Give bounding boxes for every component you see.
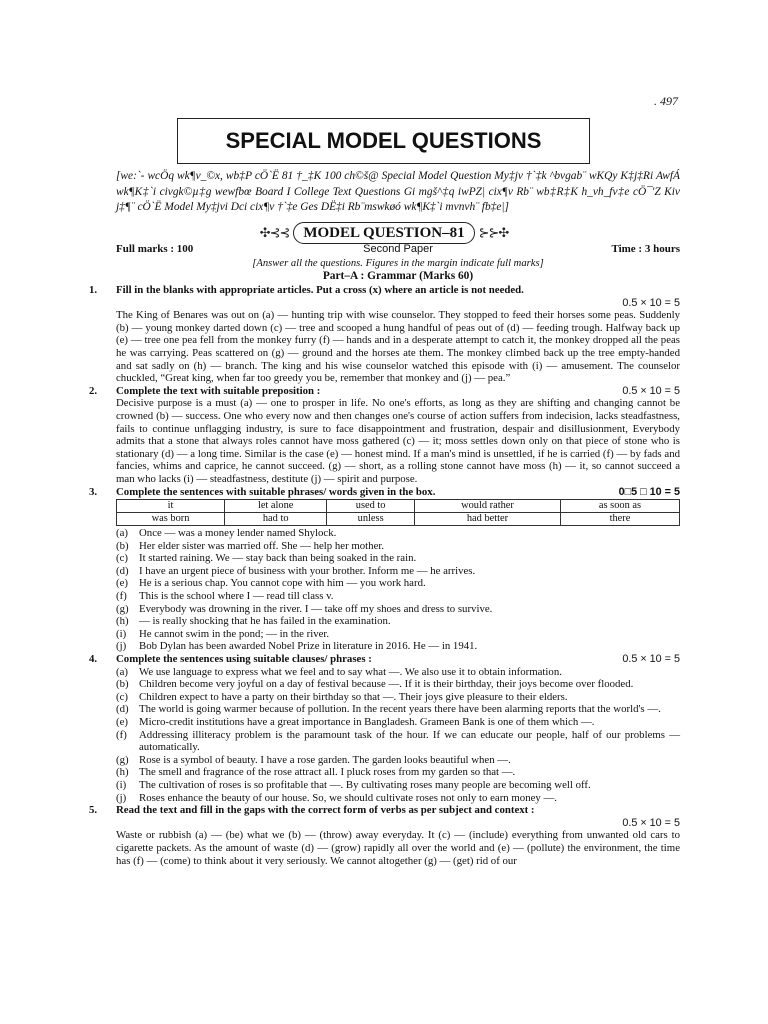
list-item xyxy=(116,666,680,679)
list-item xyxy=(116,792,680,805)
item-label: (g) xyxy=(116,753,129,766)
item-label: (h) xyxy=(116,766,129,779)
phrase-cell: used to xyxy=(327,500,415,513)
phrase-cell: unless xyxy=(327,513,415,526)
section-title: SPECIAL MODEL QUESTIONS xyxy=(225,128,542,153)
item-label: (g) xyxy=(116,602,129,615)
question-heading xyxy=(89,486,680,499)
item-text: I have an urgent piece of business with your brother. Inform me — he arrives. xyxy=(139,564,476,577)
list-item xyxy=(116,754,680,767)
page-number: . 497 xyxy=(654,94,678,108)
item-label: (f) xyxy=(116,728,127,741)
full-marks: Full marks : 100 xyxy=(116,243,194,255)
list-item xyxy=(116,603,680,616)
question-text: Complete the sentences using suitable clauses/ phrases : xyxy=(116,653,372,666)
item-text: It started raining. We — stay back than being soaked in the rain. xyxy=(139,552,417,565)
model-question-header xyxy=(0,222,768,244)
phrase-cell: it xyxy=(117,500,225,513)
question-number: 5. xyxy=(89,804,98,817)
list-item xyxy=(116,552,680,565)
item-text: Micro-credit institutions have a great importance in Bangladesh. Grameen Bank is one of them which —. xyxy=(139,716,595,728)
item-text: He is a serious chap. You cannot cope with him — you work hard. xyxy=(139,577,426,590)
phrase-cell: let alone xyxy=(225,500,327,513)
question-number: 1. xyxy=(89,284,98,296)
item-label: (j) xyxy=(116,640,127,653)
item-list xyxy=(89,527,680,653)
question-marks: 0.5 × 10 = 5 xyxy=(622,384,680,397)
phrase-cell: there xyxy=(560,513,679,526)
item-label: (i) xyxy=(116,778,127,791)
list-item xyxy=(116,577,680,590)
phrase-cell: was born xyxy=(117,513,225,526)
item-text: This is the school where I — read till class v. xyxy=(139,590,334,603)
question-marks: 0.5 × 10 = 5 xyxy=(622,653,680,666)
list-item xyxy=(116,729,680,754)
question-marks: 0.5 × 10 = 5 xyxy=(622,296,680,309)
instruction: [Answer all the questions. Figures in the margin indicate full marks] xyxy=(252,258,544,269)
question-passage: Waste or rubbish (a) — (be) what we (b) — (throw) away everyday. It (c) — (include) everything from unwanted old cars to cigarette packets. As the amount of waste (d) — (grow) rapidly all over the world and (e) — (pollute) the environment, the time has (f) — (come) to think about it very seriously. We cannot altogether (g) — (get) rid of our xyxy=(116,829,680,867)
question-text: Complete the text with suitable preposition : xyxy=(116,384,321,397)
item-label: (e) xyxy=(116,716,128,728)
question-heading xyxy=(89,284,680,297)
item-text: — is really shocking that he has failed in the examination. xyxy=(139,615,391,628)
item-label: (d) xyxy=(116,703,129,716)
list-item xyxy=(116,766,680,779)
item-text: Everybody was drowning in the river. I — take off my shoes and dress to survive. xyxy=(139,602,493,615)
question-text: Read the text and fill in the gaps with the correct form of verbs as per subject and context : xyxy=(116,804,535,817)
question-heading xyxy=(89,653,680,666)
list-item xyxy=(116,628,680,641)
item-label: (a) xyxy=(116,665,128,678)
phrase-row xyxy=(117,513,680,526)
list-item xyxy=(116,540,680,553)
item-text: Addressing illiteracy problem is the paramount task of the hour. If we can educate our people, half of our problems — automatically. xyxy=(139,728,680,754)
phrase-box xyxy=(116,499,680,526)
left-ornament-icon: ✣⊰⊰ xyxy=(259,225,290,240)
item-label: (i) xyxy=(116,627,127,640)
item-label: (b) xyxy=(116,678,129,691)
question-text: Fill in the blanks with appropriate articles. Put a cross (x) where an article is not needed. xyxy=(116,284,524,296)
list-item xyxy=(116,615,680,628)
question-passage: The King of Benares was out on (a) — hunting trip with wise counselor. They stopped to feed their horses some peas. Suddenly (b) — young monkey darted down (c) — tree and scooped a hung handful of peas out of (d) — feeding trough. Halfway back up (e) — tree one pea fell from the monkey furry (f) — hands and in a desperate attempt to catch it, the monkey dropped all the peas he was carrying. Peas scattered on (g) — ground and the horses ate them. The monkey climbed back up the tree empty-handed and sat sadly on (h) — branch. The king and his wise counselor watched this episode with (i) — amusement. The counselor chuckled, “Great king, when far too greedy you be, remember that monkey and (j) — pea.” xyxy=(116,309,680,385)
item-text: Once — was a money lender named Shylock. xyxy=(139,527,337,540)
list-item xyxy=(116,678,680,691)
item-list xyxy=(89,666,680,805)
item-text: Children expect to have a party on their birthday so that —. Their joys give pleasure to their elders. xyxy=(139,690,568,703)
list-item xyxy=(116,640,680,653)
part-heading: Part–A : Grammar (Marks 60) xyxy=(322,270,474,282)
question-passage: Decisive purpose is a must (a) — one to prosper in life. No one's efforts, as long as they are shifting and changing cannot be crowned (b) — success. One who every now and then changes one's course of action suffers from indecision, lacks steadfastness, fails to continue unflagging industry, is sure to face disappointment and frustration, despair and disillusionment, Everybody admits that a stone that always roles cannot have moss gathered (c) — it; moss settles down only on that piece of stone who is stationary (d) — a long time. Similar is the case (e) — honest mind. If a man's mind is unsettled, if he is carried (f) — by fads and fancies, whims and caprice, he cannot succeed. (g) — short, as a rolling stone cannot have moss (h) — it, so cannot succeed a man who lacks (i) — steadfastness, destitute (j) — spirit and purpose. xyxy=(116,397,680,485)
list-item xyxy=(116,779,680,792)
item-text: The smell and fragrance of the rose attract all. I pluck roses from my garden so that —. xyxy=(139,766,516,779)
list-item xyxy=(116,565,680,578)
question-text: Complete the sentences with suitable phrases/ words given in the box. xyxy=(116,485,436,498)
item-label: (a) xyxy=(116,527,128,540)
right-ornament-icon: ⊱⊱✣ xyxy=(478,225,509,240)
list-item xyxy=(116,703,680,716)
paper-label: Second Paper xyxy=(363,243,433,255)
model-question-label: MODEL QUESTION–81 xyxy=(293,222,474,244)
question-marks: 0.5 × 10 = 5 xyxy=(622,816,680,829)
question-heading xyxy=(89,804,680,817)
item-text: We use language to express what we feel and to say what —. We also use it to obtain information. xyxy=(139,665,562,678)
item-text: Rose is a symbol of beauty. I have a rose garden. The garden looks beautiful when —. xyxy=(139,753,511,766)
phrase-cell: had to xyxy=(225,513,327,526)
phrase-cell: had better xyxy=(415,513,561,526)
question-heading xyxy=(89,385,680,398)
section-title-box xyxy=(177,118,590,164)
item-label: (c) xyxy=(116,690,128,703)
item-text: The world is going warmer because of pollution. In the recent years there have been alarming reports that the world's —. xyxy=(139,703,661,716)
question-marks: 0□5 □ 10 = 5 xyxy=(618,485,680,498)
item-text: Children become very joyful on a day of festival because —. If it is their birthday, their joys become over flooded. xyxy=(139,678,634,691)
phrase-row xyxy=(117,500,680,513)
item-label: (h) xyxy=(116,615,129,628)
list-item xyxy=(116,716,680,729)
phrase-cell: would rather xyxy=(415,500,561,513)
item-label: (b) xyxy=(116,539,129,552)
item-text: The cultivation of roses is so profitable that —. By cultivating roses many people are becoming well off. xyxy=(139,778,591,791)
item-label: (c) xyxy=(116,552,128,565)
item-label: (e) xyxy=(116,577,128,590)
list-item xyxy=(116,527,680,540)
phrase-cell: as soon as xyxy=(560,500,679,513)
question-number: 4. xyxy=(89,653,98,666)
item-label: (d) xyxy=(116,564,129,577)
exam-time: Time : 3 hours xyxy=(611,243,680,255)
exam-meta xyxy=(116,243,680,259)
list-item xyxy=(116,691,680,704)
item-text: Roses enhance the beauty of our house. So, we should cultivate roses not only to earn money —. xyxy=(139,791,557,804)
item-text: He cannot swim in the pond; — in the river. xyxy=(139,627,330,640)
questions xyxy=(89,284,680,867)
list-item xyxy=(116,590,680,603)
item-label: (f) xyxy=(116,590,127,603)
item-label: (j) xyxy=(116,791,127,804)
question-number: 2. xyxy=(89,384,98,397)
question-number: 3. xyxy=(89,485,98,498)
intro-note: [we:`- wcÖq wk¶v_©x, wb‡P cÖ`Ë 81 †_‡K 100 ch©š@ Special Model Question My‡jv †`‡k ^bvgab¨ wKQy K‡j‡Ri AwfÁ wk¶K‡`i civgk©µ‡g wewfbœ Board I College Text Questions Gi mgš^‡q iwPZ| cix¶v Rb¨ wb‡R‡K h_vh_fv‡e cÖ¯'Z Kiv j‡¶¨ cÖ`Ë Model My‡jvi Dci cix¶v †`‡e Ges DË‡i Rb¨mswkøó wk¶K‡`i mvnvh¨ fb‡e|] xyxy=(116,170,680,213)
item-text: Bob Dylan has been awarded Nobel Prize in literature in 2016. He — in 1941. xyxy=(139,640,478,653)
item-text: Her elder sister was married off. She — help her mother. xyxy=(139,539,385,552)
